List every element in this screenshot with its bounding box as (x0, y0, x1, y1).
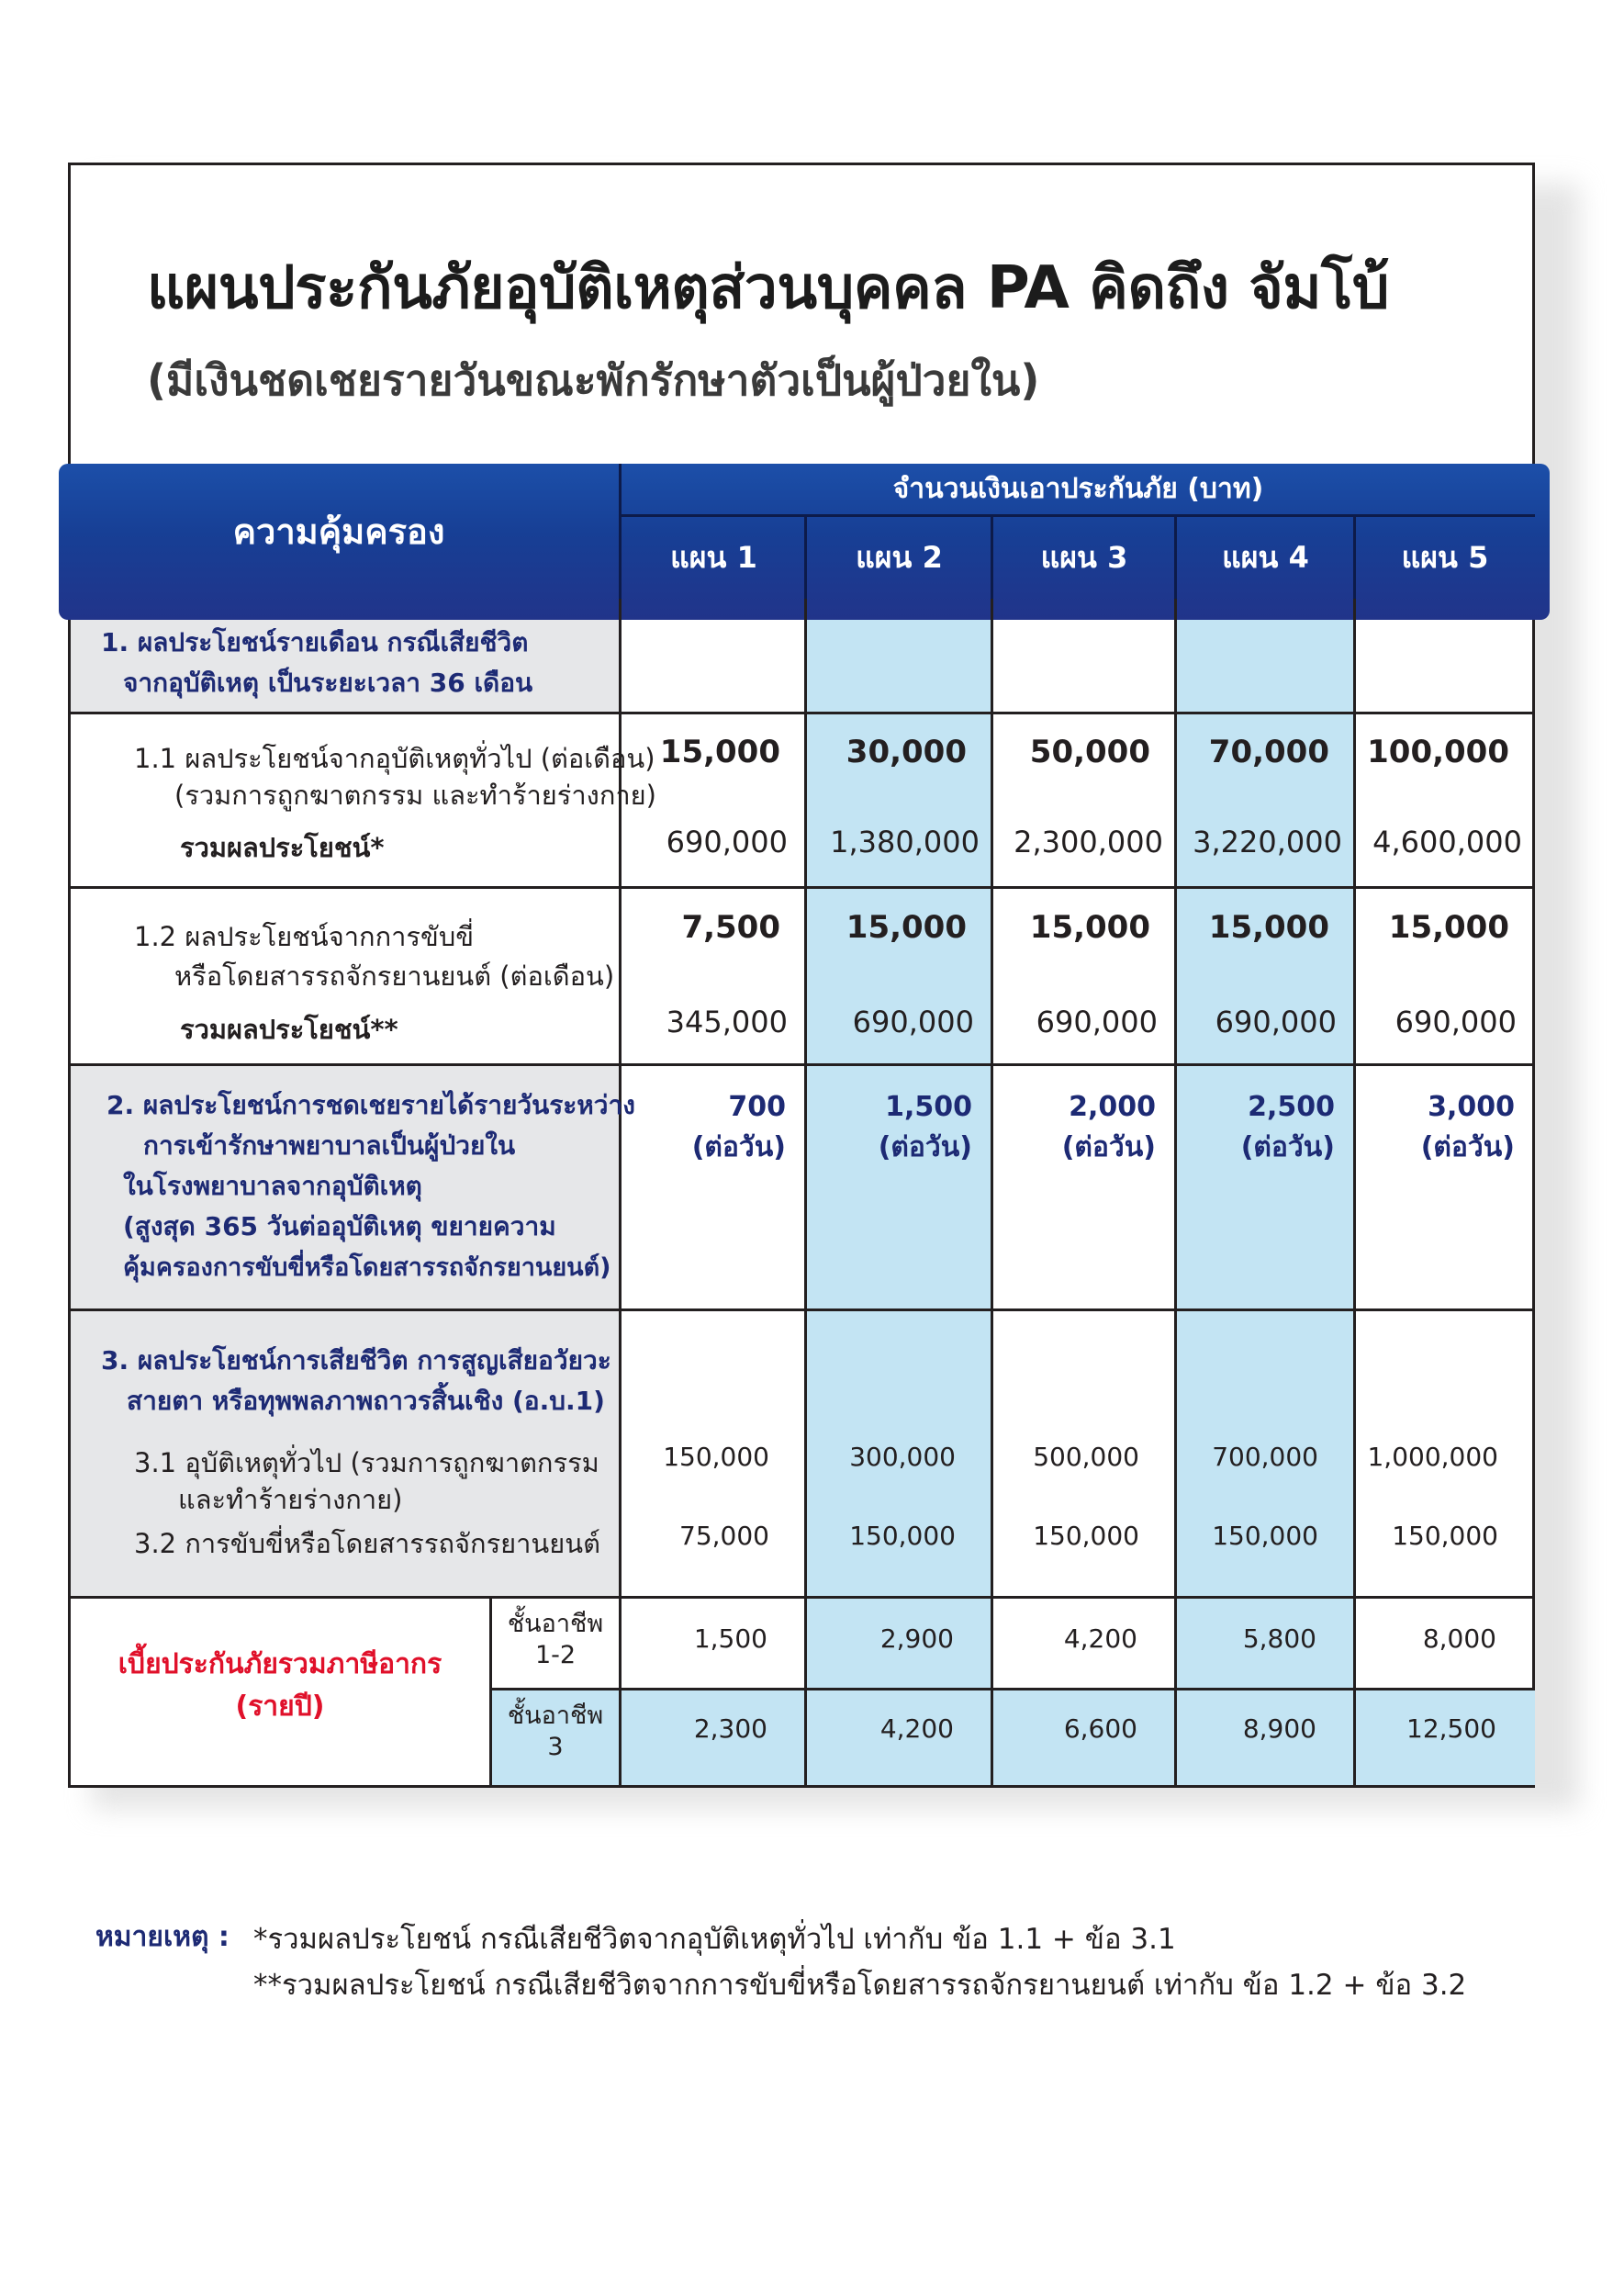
r12-total-5: 690,000 (1394, 1005, 1517, 1039)
plan-header-3: แผน 3 (1040, 540, 1128, 575)
premium-label: เบี้ยประกันภัยรวมภาษีอากร (รายปี) (118, 1648, 442, 1723)
r12-monthly-1: 7,500 (681, 909, 780, 946)
plan-header-2: แผน 2 (856, 540, 943, 575)
page-subtitle: (มีเงินชดเชยรายวันขณะพักรักษาตัวเป็นผู้ป่วยใน) (147, 355, 1040, 405)
r12-monthly-5: 15,000 (1388, 909, 1509, 946)
plan-header-4: แผน 4 (1222, 540, 1309, 575)
section2-line-2: การเข้ารักษาพยาบาลเป็นผู้ป่วยใน (143, 1130, 516, 1161)
r32-value-2: 150,000 (849, 1521, 956, 1551)
section2-line-4: (สูงสุด 365 วันต่ออุบัติเหตุ ขยายความ (123, 1211, 556, 1241)
r11-total-2: 1,380,000 (830, 825, 980, 859)
premium-c12-4: 5,800 (1242, 1623, 1316, 1654)
row-1-1-total-label: รวมผลประโยชน์* (180, 832, 385, 863)
section3-title: 3. ผลประโยชน์การเสียชีวิต การสูญเสียอวัยวะ (101, 1345, 611, 1376)
section2-line-1: 2. ผลประโยชน์การชดเชยรายได้รายวันระหว่าง (106, 1090, 635, 1120)
highlight-column (1176, 599, 1355, 1785)
r12-total-4: 690,000 (1215, 1005, 1337, 1039)
sum-insured-header: จำนวนเงินเอาประกันภัย (บาท) (892, 473, 1264, 505)
row-3-2-label: 3.2 การขับขี่หรือโดยสารรถจักรยานยนต์ (134, 1528, 600, 1559)
row-1-2-sublabel: หรือโดยสารรถจักรยานยนต์ (ต่อเดือน) (174, 960, 615, 992)
s2-value-4: 2,500 (ต่อวัน) (1240, 1091, 1335, 1163)
row-1-2-total-label: รวมผลประโยชน์** (180, 1014, 398, 1045)
premium-c3-2: 4,200 (879, 1713, 954, 1744)
r11-monthly-1: 15,000 (659, 734, 780, 770)
section3-title-2: สายตา หรือทุพพลภาพถาวรสิ้นเชิง (อ.บ.1) (127, 1386, 605, 1416)
premium-c3-4: 8,900 (1242, 1713, 1316, 1744)
r32-value-5: 150,000 (1392, 1521, 1498, 1551)
s2-value-3: 2,000 (ต่อวัน) (1061, 1091, 1156, 1163)
premium-c3-1: 2,300 (693, 1713, 767, 1744)
s2-value-1: 700 (ต่อวัน) (691, 1091, 786, 1163)
premium-c3-3: 6,600 (1063, 1713, 1137, 1744)
row-1-1-label: 1.1 ผลประโยชน์จากอุบัติเหตุทั่วไป (ต่อเดือน) (134, 743, 655, 774)
note-line-1: *รวมผลประโยชน์ กรณีเสียชีวิตจากอุบัติเหตุทั่วไป เท่ากับ ข้อ 1.1 + ข้อ 3.1 (253, 1923, 1176, 1956)
coverage-header: ความคุ้มครอง (232, 511, 445, 552)
row-1-2-label: 1.2 ผลประโยชน์จากการขับขี่ (134, 921, 475, 952)
r32-value-3: 150,000 (1033, 1521, 1139, 1551)
class-3-label: ชั้นอาชีพ 3 (507, 1702, 604, 1761)
section1-title-2: จากอุบัติเหตุ เป็นระยะเวลา 36 เดือน (123, 668, 533, 698)
r12-monthly-2: 15,000 (846, 909, 967, 946)
r31-value-2: 300,000 (849, 1442, 956, 1472)
premium-c12-3: 4,200 (1063, 1623, 1137, 1654)
plan-header-5: แผน 5 (1401, 540, 1489, 575)
r12-total-3: 690,000 (1036, 1005, 1158, 1039)
section2-line-3: ในโรงพยาบาลจากอุบัติเหตุ (123, 1171, 422, 1201)
r11-monthly-5: 100,000 (1367, 734, 1509, 770)
section2-line-5: คุ้มครองการขับขี่หรือโดยสารรถจักรยานยนต์) (123, 1253, 611, 1282)
r11-total-1: 690,000 (666, 825, 788, 859)
r11-total-3: 2,300,000 (1014, 825, 1163, 859)
r12-monthly-3: 15,000 (1029, 909, 1150, 946)
highlight-column (806, 599, 992, 1785)
premium-c12-1: 1,500 (693, 1623, 767, 1654)
r11-monthly-2: 30,000 (846, 734, 967, 770)
r31-value-1: 150,000 (663, 1442, 769, 1472)
r12-total-2: 690,000 (852, 1005, 974, 1039)
r11-monthly-3: 50,000 (1029, 734, 1150, 770)
r12-total-1: 345,000 (666, 1005, 788, 1039)
premium-c12-2: 2,900 (879, 1623, 954, 1654)
r12-monthly-4: 15,000 (1208, 909, 1329, 946)
r32-value-1: 75,000 (679, 1521, 769, 1551)
r31-value-4: 700,000 (1212, 1442, 1318, 1472)
premium-c12-5: 8,000 (1422, 1623, 1496, 1654)
r11-total-5: 4,600,000 (1372, 825, 1522, 859)
row-1-1-sublabel: (รวมการถูกฆาตกรรม และทำร้ายร่างกาย) (174, 780, 656, 811)
class-1-2-label: ชั้นอาชีพ 1-2 (507, 1610, 604, 1669)
page-title: แผนประกันภัยอุบัติเหตุส่วนบุคคล PA คิดถึง จัมโบ้ (147, 254, 1389, 322)
s2-value-5: 3,000 (ต่อวัน) (1420, 1091, 1515, 1163)
r11-monthly-4: 70,000 (1208, 734, 1329, 770)
section1-title: 1. ผลประโยชน์รายเดือน กรณีเสียชีวิต (101, 627, 529, 657)
notes-heading: หมายเหตุ : (95, 1921, 230, 1953)
r32-value-4: 150,000 (1212, 1521, 1318, 1551)
row-3-1-sublabel: และทำร้ายร่างกาย) (178, 1484, 403, 1515)
note-line-2: **รวมผลประโยชน์ กรณีเสียชีวิตจากการขับขี่หรือโดยสารรถจักรยานยนต์ เท่ากับ ข้อ 1.2 + ข้อ 3.2 (253, 1969, 1467, 2002)
r31-value-3: 500,000 (1033, 1442, 1139, 1472)
premium-c3-5: 12,500 (1406, 1713, 1496, 1744)
row-3-1-label: 3.1 อุบัติเหตุทั่วไป (รวมการถูกฆาตกรรม (134, 1447, 599, 1478)
plan-header-1: แผน 1 (670, 540, 757, 575)
r31-value-5: 1,000,000 (1367, 1442, 1498, 1472)
r11-total-4: 3,220,000 (1193, 825, 1342, 859)
s2-value-2: 1,500 (ต่อวัน) (878, 1091, 972, 1163)
